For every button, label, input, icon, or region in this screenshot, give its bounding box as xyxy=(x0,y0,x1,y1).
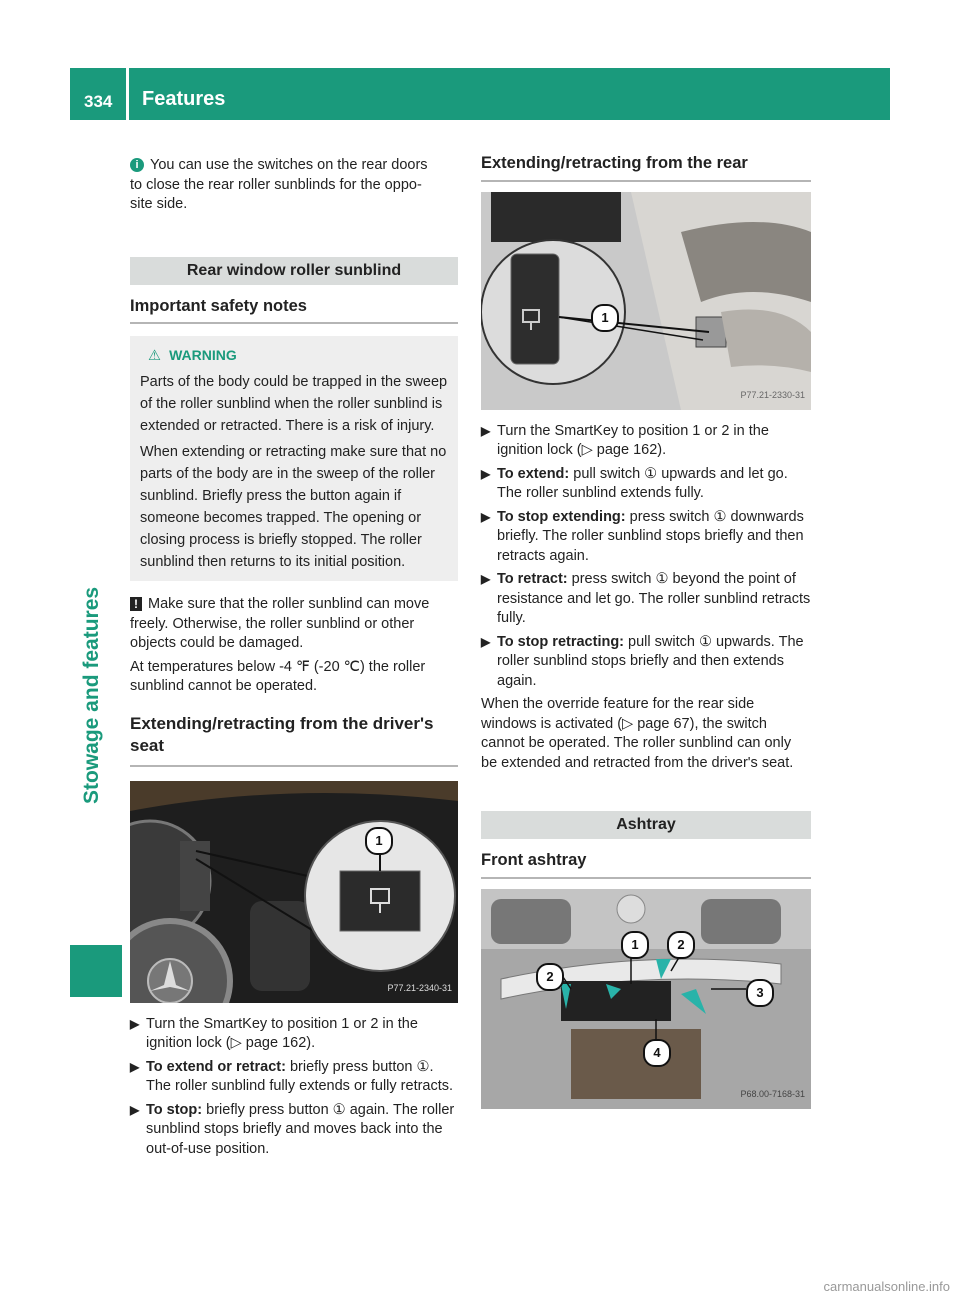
temperature-note: At temperatures below -4 ℉ (-20 ℃) the roller sunblind cannot be operated. xyxy=(130,658,426,694)
info-note: i You can use the switches on the rear doors to close the rear roller sunblinds for the oppo- site side. xyxy=(130,157,428,212)
section-tab-title: Stowage and features xyxy=(80,586,103,804)
notice-icon: ! xyxy=(130,597,142,611)
step-item: ▶ Turn the SmartKey to position 1 or 2 in the ignition lock (▷ page 162). xyxy=(481,422,769,458)
warning-paragraph-2: When extending or retracting make sure that no parts of the body are in the sweep of the roller sunblind. Briefly press the button again if someone becomes trapped. The opening or closing process is briefly stopped. The roller sunblind then returns to its initial position. xyxy=(140,444,447,570)
override-note: When the override feature for the rear side windows is activated (▷ page 67), the switch cannot be operated. The roller sunblind can only be extended and retracted from the driver's seat. xyxy=(481,696,794,771)
step-arrow-icon: ▶ xyxy=(481,634,491,649)
ashtray-figure xyxy=(481,889,811,1109)
callout-1: 1 xyxy=(621,931,649,959)
callout-1: 1 xyxy=(365,827,393,855)
rear-door-illustration xyxy=(481,192,811,410)
info-icon: i xyxy=(130,158,144,172)
figure-code: P77.21-2340-31 xyxy=(387,983,452,993)
step-item: ▶ To stop: briefly press button ① again. The roller sunblind stops briefly and moves back into the out-of-use position. xyxy=(130,1101,455,1157)
footer-watermark: carmanualsonline.info xyxy=(823,1279,950,1294)
dashboard-figure xyxy=(130,781,458,1003)
step-item: ▶ To retract: press switch ① beyond the point of resistance and let go. The roller sunblind retracts fully. xyxy=(481,571,811,626)
step-item: ▶ To extend or retract: briefly press button ①. The roller sunblind fully extends or fully retracts. xyxy=(130,1058,454,1094)
callout-2: 2 xyxy=(536,963,564,991)
step-arrow-icon: ▶ xyxy=(130,1059,140,1074)
step-arrow-icon: ▶ xyxy=(130,1016,140,1031)
driver-heading: Extending/retracting from the driver's seat xyxy=(130,713,434,755)
step-arrow-icon: ▶ xyxy=(481,572,491,586)
step-item: ▶ Turn the SmartKey to position 1 or 2 in the ignition lock (▷ page 162). xyxy=(130,1015,418,1051)
step-item: ▶ To stop retracting: pull switch ① upwards. The roller sunblind stops briefly and then extends again. xyxy=(481,633,804,689)
safety-heading: Important safety notes xyxy=(130,297,458,325)
step-arrow-icon: ▶ xyxy=(481,423,491,438)
sidebar xyxy=(70,120,122,1302)
driver-steps xyxy=(130,1015,458,1160)
warning-paragraph-1: Parts of the body could be trapped in the sweep of the roller sunblind when the roller sunblind is extended or retracted. There is a risk of injury. xyxy=(140,374,448,434)
figure-code: P77.21-2330-31 xyxy=(740,390,805,400)
dashboard-illustration xyxy=(130,781,458,1003)
left-column xyxy=(130,156,458,1159)
header-divider xyxy=(126,68,129,120)
callout-1: 1 xyxy=(591,304,619,332)
warning-box xyxy=(130,336,458,581)
page-header xyxy=(70,68,890,120)
chapter-title: Features xyxy=(142,88,226,110)
step-item: ▶ To extend: pull switch ① upwards and let go. The roller sunblind extends fully. xyxy=(481,465,788,501)
notice: ! Make sure that the roller sunblind can move freely. Otherwise, the roller sunblind or other objects could be damaged. xyxy=(130,596,430,651)
page-number: 334 xyxy=(84,92,113,111)
step-arrow-icon: ▶ xyxy=(130,1102,140,1117)
step-item: ▶ To stop extending: press switch ① downwards briefly. The roller sunblind stops briefly and then retracts again. xyxy=(481,508,804,564)
callout-4: 4 xyxy=(643,1039,671,1067)
callout-2: 2 xyxy=(667,931,695,959)
rear-door-figure xyxy=(481,192,811,410)
step-arrow-icon: ▶ xyxy=(481,466,491,481)
right-column xyxy=(481,154,811,1109)
section-marker xyxy=(70,945,122,997)
figure-code: P68.00-7168-31 xyxy=(740,1089,805,1099)
rear-heading: Extending/retracting from the rear xyxy=(481,154,811,182)
warning-title: WARNING xyxy=(169,347,237,363)
warning-triangle-icon: ⚠ xyxy=(148,348,161,364)
step-arrow-icon: ▶ xyxy=(481,509,491,524)
callout-3: 3 xyxy=(746,979,774,1007)
ashtray-bar: Ashtray xyxy=(481,811,811,839)
front-ashtray-heading: Front ashtray xyxy=(481,851,811,879)
section-bar: Rear window roller sunblind xyxy=(130,257,458,285)
rear-steps xyxy=(481,422,811,692)
